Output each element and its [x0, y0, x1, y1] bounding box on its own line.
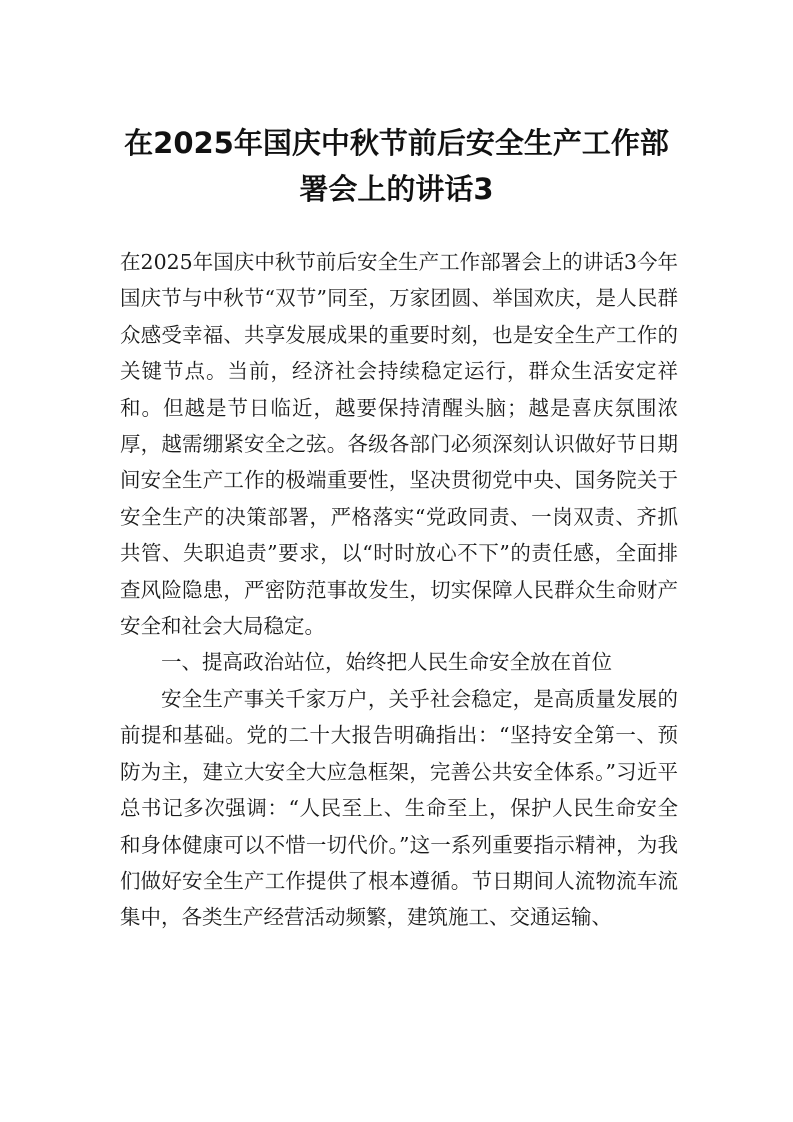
title-line-1: 在2025年国庆中秋节前后安全生产工作部 [124, 126, 669, 160]
document-body [120, 244, 678, 936]
title-line-2: 署会上的讲话3 [299, 172, 494, 206]
intro-paragraph: 在2025年国庆中秋节前后安全生产工作部署会上的讲话3今年国庆节与中秋节“双节”同至，万家团圆、举国欢庆，是人民群众感受幸福、共享发展成果的重要时刻，也是安全生产工作的关键节点。当前，经济社会持续稳定运行，群众生活安定祥和。但越是节日临近，越要保持清醒头脑；越是喜庆氛围浓厚，越需绷紧安全之弦。各级各部门必须深刻认识做好节日期间安全生产工作的极端重要性，坚决贯彻党中央、国务院关于安全生产的决策部署，严格落实“党政同责、一岗双责、齐抓共管、失职追责”要求，以“时时放心不下”的责任感，全面排查风险隐患，严密防范事故发生，切实保障人民群众生命财产安全和社会大局稳定。 [120, 250, 678, 639]
document-title [100, 120, 693, 212]
section-heading-1: 一、提高政治站位，始终把人民生命安全放在首位 [161, 650, 612, 675]
body-paragraph: 安全生产事关千家万户，关乎社会稳定，是高质量发展的前提和基础。党的二十大报告明确指出：“坚持安全第一、预防为主，建立大安全大应急框架，完善公共安全体系。”习近平总书记多次强调：“人民至上、生命至上，保护人民生命安全和身体健康可以不惜一切代价。”这一系列重要指示精神，为我们做好安全生产工作提供了根本遵循。节日期间人流物流车流集中，各类生产经营活动频繁，建筑施工、交通运输、 [120, 686, 678, 930]
